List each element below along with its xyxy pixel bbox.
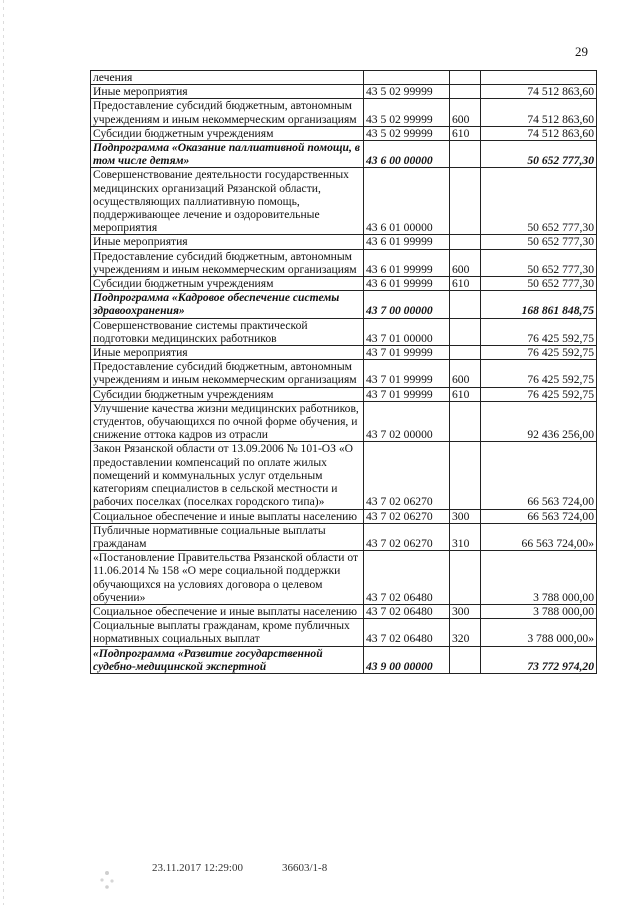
row-sum-cell: 50 652 777,30: [481, 249, 597, 276]
row-csr-cell: 43 6 01 99999: [364, 235, 450, 249]
table-row: [91, 523, 597, 550]
footer-doc-code: 36603/1-8: [282, 862, 328, 874]
row-name-cell: Иные мероприятия: [91, 346, 364, 360]
row-vr-cell: [450, 291, 481, 318]
row-sum-cell: 74 512 863,60: [481, 126, 597, 140]
table-row: [91, 277, 597, 291]
row-vr-cell: 310: [450, 523, 481, 550]
row-name-cell: Предоставление субсидий бюджетным, автономным учреждениям и иным некоммерческим организациям: [91, 99, 364, 126]
row-csr-cell: 43 7 00 00000: [364, 291, 450, 318]
row-csr-cell: 43 7 01 99999: [364, 387, 450, 401]
row-vr-cell: [450, 551, 481, 605]
row-csr-cell: 43 6 01 99999: [364, 277, 450, 291]
row-csr-cell: 43 7 01 99999: [364, 360, 450, 387]
row-sum-cell: 3 788 000,00»: [481, 619, 597, 646]
row-sum-cell: 50 652 777,30: [481, 277, 597, 291]
table-row: [91, 401, 597, 442]
row-name-cell: Социальные выплаты гражданам, кроме публичных нормативных социальных выплат: [91, 619, 364, 646]
row-sum-cell: 3 788 000,00: [481, 551, 597, 605]
row-csr-cell: 43 7 02 06480: [364, 619, 450, 646]
row-name-cell: Публичные нормативные социальные выплаты гражданам: [91, 523, 364, 550]
row-name-cell: «Подпрограмма «Развитие государственной судебно-медицинской экспертной: [91, 646, 364, 673]
row-sum-cell: 76 425 592,75: [481, 318, 597, 345]
row-sum-cell: 50 652 777,30: [481, 141, 597, 168]
row-csr-cell: 43 6 00 00000: [364, 141, 450, 168]
row-vr-cell: [450, 318, 481, 345]
row-vr-cell: [450, 346, 481, 360]
row-csr-cell: 43 7 02 06270: [364, 509, 450, 523]
row-sum-cell: 74 512 863,60: [481, 99, 597, 126]
row-vr-cell: [450, 235, 481, 249]
row-csr-cell: [364, 71, 450, 85]
row-name-cell: Совершенствование системы практической подготовки медицинских работников: [91, 318, 364, 345]
row-name-cell: Предоставление субсидий бюджетным, автономным учреждениям и иным некоммерческим организациям: [91, 249, 364, 276]
table-row: [91, 442, 597, 509]
table-row: [91, 71, 597, 85]
row-vr-cell: 320: [450, 619, 481, 646]
row-vr-cell: 600: [450, 249, 481, 276]
row-vr-cell: 600: [450, 360, 481, 387]
row-csr-cell: 43 7 02 06480: [364, 551, 450, 605]
row-csr-cell: 43 5 02 99999: [364, 85, 450, 99]
table-row: [91, 291, 597, 318]
row-name-cell: Закон Рязанской области от 13.09.2006 № 101-ОЗ «О предоставлении компенсаций по оплате жилых помещений и коммунальных услуг отдельным категориям специалистов в сельской местности и рабочих поселках (поселках городского типа)»: [91, 442, 364, 509]
footer-datetime: 23.11.2017 12:29:00: [152, 862, 243, 874]
row-csr-cell: 43 7 02 06270: [364, 523, 450, 550]
table-row: [91, 360, 597, 387]
row-csr-cell: 43 9 00 00000: [364, 646, 450, 673]
scan-edge-mark: [3, 0, 4, 905]
table-row: [91, 249, 597, 276]
row-sum-cell: 73 772 974,20: [481, 646, 597, 673]
row-vr-cell: 600: [450, 99, 481, 126]
row-sum-cell: 74 512 863,60: [481, 85, 597, 99]
table-row: [91, 99, 597, 126]
budget-table: [90, 70, 597, 674]
table-row: [91, 551, 597, 605]
row-name-cell: Социальное обеспечение и иные выплаты населению: [91, 604, 364, 618]
row-sum-cell: [481, 71, 597, 85]
row-sum-cell: 3 788 000,00: [481, 604, 597, 618]
table-row: [91, 318, 597, 345]
row-vr-cell: 610: [450, 277, 481, 291]
row-name-cell: Иные мероприятия: [91, 235, 364, 249]
row-sum-cell: 76 425 592,75: [481, 387, 597, 401]
row-vr-cell: [450, 168, 481, 235]
row-name-cell: Предоставление субсидий бюджетным, автономным учреждениям и иным некоммерческим организациям: [91, 360, 364, 387]
scanner-mark-icon: [96, 866, 118, 892]
row-sum-cell: 50 652 777,30: [481, 168, 597, 235]
row-vr-cell: 300: [450, 509, 481, 523]
row-name-cell: Подпрограмма «Оказание паллиативной помощи, в том числе детям»: [91, 141, 364, 168]
row-csr-cell: 43 6 01 00000: [364, 168, 450, 235]
row-sum-cell: 76 425 592,75: [481, 346, 597, 360]
row-csr-cell: 43 7 02 06480: [364, 604, 450, 618]
row-sum-cell: 66 563 724,00: [481, 509, 597, 523]
row-csr-cell: 43 7 02 00000: [364, 401, 450, 442]
row-sum-cell: 50 652 777,30: [481, 235, 597, 249]
row-sum-cell: 66 563 724,00»: [481, 523, 597, 550]
row-vr-cell: 610: [450, 387, 481, 401]
row-name-cell: Социальное обеспечение и иные выплаты населению: [91, 509, 364, 523]
row-name-cell: «Постановление Правительства Рязанской области от 11.06.2014 № 158 «О мере социальной поддержки обучающихся на условиях договора о целевом обучении»: [91, 551, 364, 605]
row-vr-cell: 610: [450, 126, 481, 140]
row-vr-cell: [450, 85, 481, 99]
row-csr-cell: 43 7 01 00000: [364, 318, 450, 345]
row-name-cell: Субсидии бюджетным учреждениям: [91, 277, 364, 291]
row-sum-cell: 168 861 848,75: [481, 291, 597, 318]
row-name-cell: Подпрограмма «Кадровое обеспечение системы здравоохранения»: [91, 291, 364, 318]
budget-table-body: [91, 71, 597, 674]
table-row: [91, 619, 597, 646]
table-row: [91, 141, 597, 168]
row-csr-cell: 43 5 02 99999: [364, 126, 450, 140]
table-row: [91, 126, 597, 140]
row-name-cell: Субсидии бюджетным учреждениям: [91, 387, 364, 401]
table-row: [91, 346, 597, 360]
row-vr-cell: [450, 646, 481, 673]
row-name-cell: лечения: [91, 71, 364, 85]
table-row: [91, 509, 597, 523]
row-sum-cell: 92 436 256,00: [481, 401, 597, 442]
row-name-cell: Субсидии бюджетным учреждениям: [91, 126, 364, 140]
row-vr-cell: 300: [450, 604, 481, 618]
table-row: [91, 235, 597, 249]
table-row: [91, 387, 597, 401]
row-vr-cell: [450, 442, 481, 509]
table-row: [91, 168, 597, 235]
row-csr-cell: 43 7 01 99999: [364, 346, 450, 360]
row-csr-cell: 43 6 01 99999: [364, 249, 450, 276]
row-vr-cell: [450, 141, 481, 168]
row-sum-cell: 76 425 592,75: [481, 360, 597, 387]
page-number: 29: [575, 44, 588, 59]
row-sum-cell: 66 563 724,00: [481, 442, 597, 509]
row-csr-cell: 43 7 02 06270: [364, 442, 450, 509]
row-name-cell: Иные мероприятия: [91, 85, 364, 99]
table-row: [91, 646, 597, 673]
row-vr-cell: [450, 71, 481, 85]
table-row: [91, 85, 597, 99]
row-vr-cell: [450, 401, 481, 442]
table-row: [91, 604, 597, 618]
row-csr-cell: 43 5 02 99999: [364, 99, 450, 126]
row-name-cell: Улучшение качества жизни медицинских работников, студентов, обучающихся по очной форме обучения, и снижение оттока кадров из отрасли: [91, 401, 364, 442]
row-name-cell: Совершенствование деятельности государственных медицинских организаций Рязанской области, осуществляющих паллиативную помощь, поддерживающее лечение и оздоровительные мероприятия: [91, 168, 364, 235]
